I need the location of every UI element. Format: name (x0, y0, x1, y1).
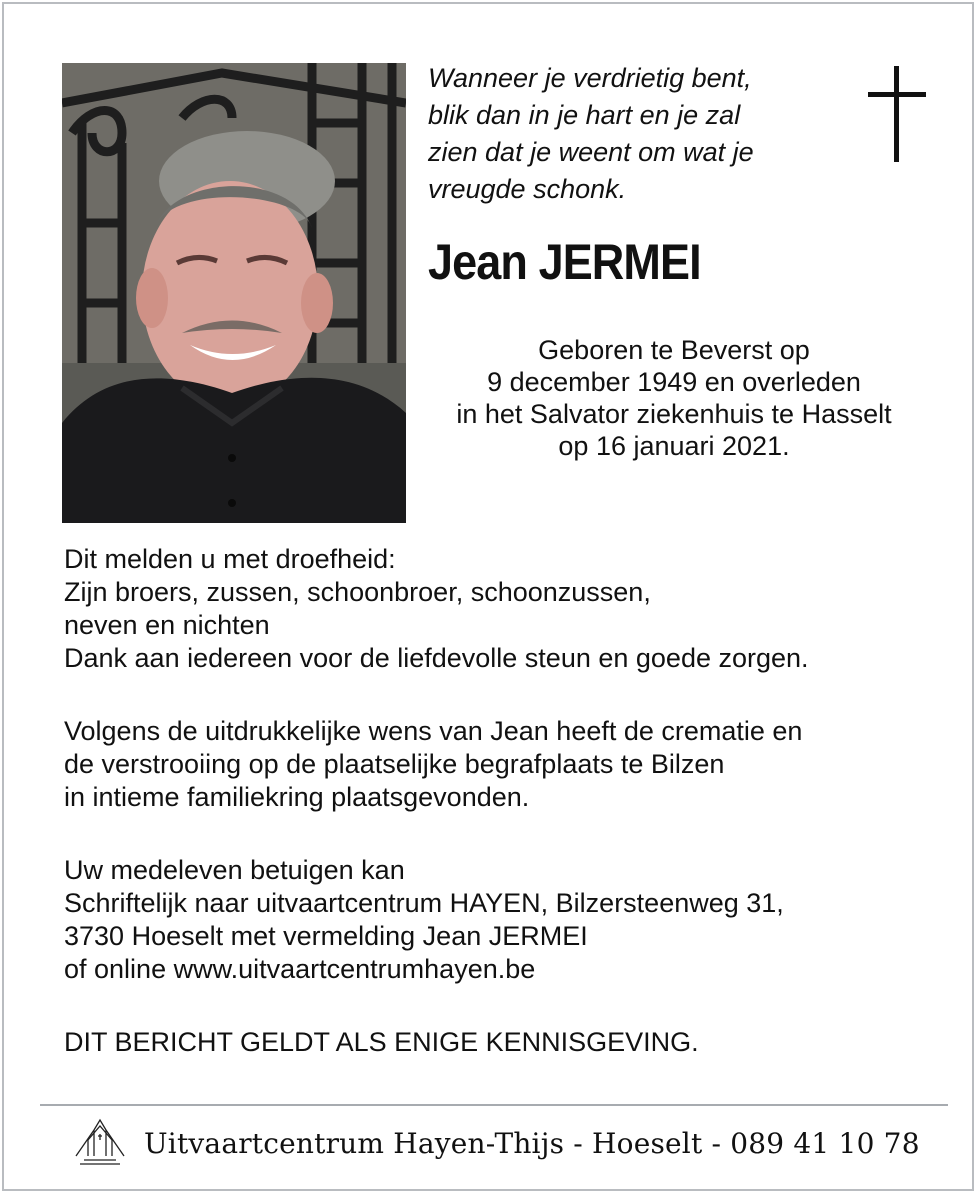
page-frame (2, 2, 974, 1191)
cremation-paragraph (64, 715, 944, 814)
bio-line: 9 december 1949 en overleden (487, 367, 861, 397)
condolences-line: Uw medeleven betuigen kan (64, 855, 405, 885)
announcement-line: Dit melden u met droefheid: (64, 544, 396, 574)
bio-line: Geboren te Beverst op (538, 335, 810, 365)
quote-line: Wanneer je verdrietig bent, (428, 63, 752, 93)
quote-line: vreugde schonk. (428, 174, 627, 204)
memorial-quote (428, 60, 848, 208)
condolences-line: 3730 Hoeselt met vermelding Jean JERMEI (64, 921, 588, 951)
birth-death-details (414, 334, 934, 462)
quote-line: blik dan in je hart en je zal (428, 100, 741, 130)
announcement-line: Zijn broers, zussen, schoonbroer, schoonzussen, (64, 577, 651, 607)
quote-line: zien dat je weent om wat je (428, 137, 754, 167)
notice-paragraph (64, 1026, 944, 1059)
bio-line: op 16 januari 2021. (558, 431, 790, 461)
footer-divider (40, 1104, 948, 1106)
cremation-line: de verstrooiing op de plaatselijke begrafplaats te Bilzen (64, 749, 725, 779)
portrait-photo (62, 63, 406, 523)
condolences-line: Schriftelijk naar uitvaartcentrum HAYEN, Bilzersteenweg 31, (64, 888, 784, 918)
announcement-paragraph (64, 543, 944, 675)
funeral-home-logo (72, 1116, 128, 1170)
condolences-line: of online www.uitvaartcentrumhayen.be (64, 954, 536, 984)
deceased-name: Jean JERMEI (428, 234, 701, 290)
footer-contact: Uitvaartcentrum Hayen-Thijs - Hoeselt - 089 41 10 78 (144, 1127, 920, 1160)
condolences-paragraph (64, 854, 944, 986)
cross-icon (868, 66, 926, 162)
announcement-body (64, 543, 944, 1059)
notice-text: DIT BERICHT GELDT ALS ENIGE KENNISGEVING. (64, 1027, 699, 1057)
bio-line: in het Salvator ziekenhuis te Hasselt (456, 399, 892, 429)
cremation-line: in intieme familiekring plaatsgevonden. (64, 782, 530, 812)
announcement-line: Dank aan iedereen voor de liefdevolle steun en goede zorgen. (64, 643, 809, 673)
cremation-line: Volgens de uitdrukkelijke wens van Jean heeft de crematie en (64, 716, 803, 746)
announcement-line: neven en nichten (64, 610, 270, 640)
